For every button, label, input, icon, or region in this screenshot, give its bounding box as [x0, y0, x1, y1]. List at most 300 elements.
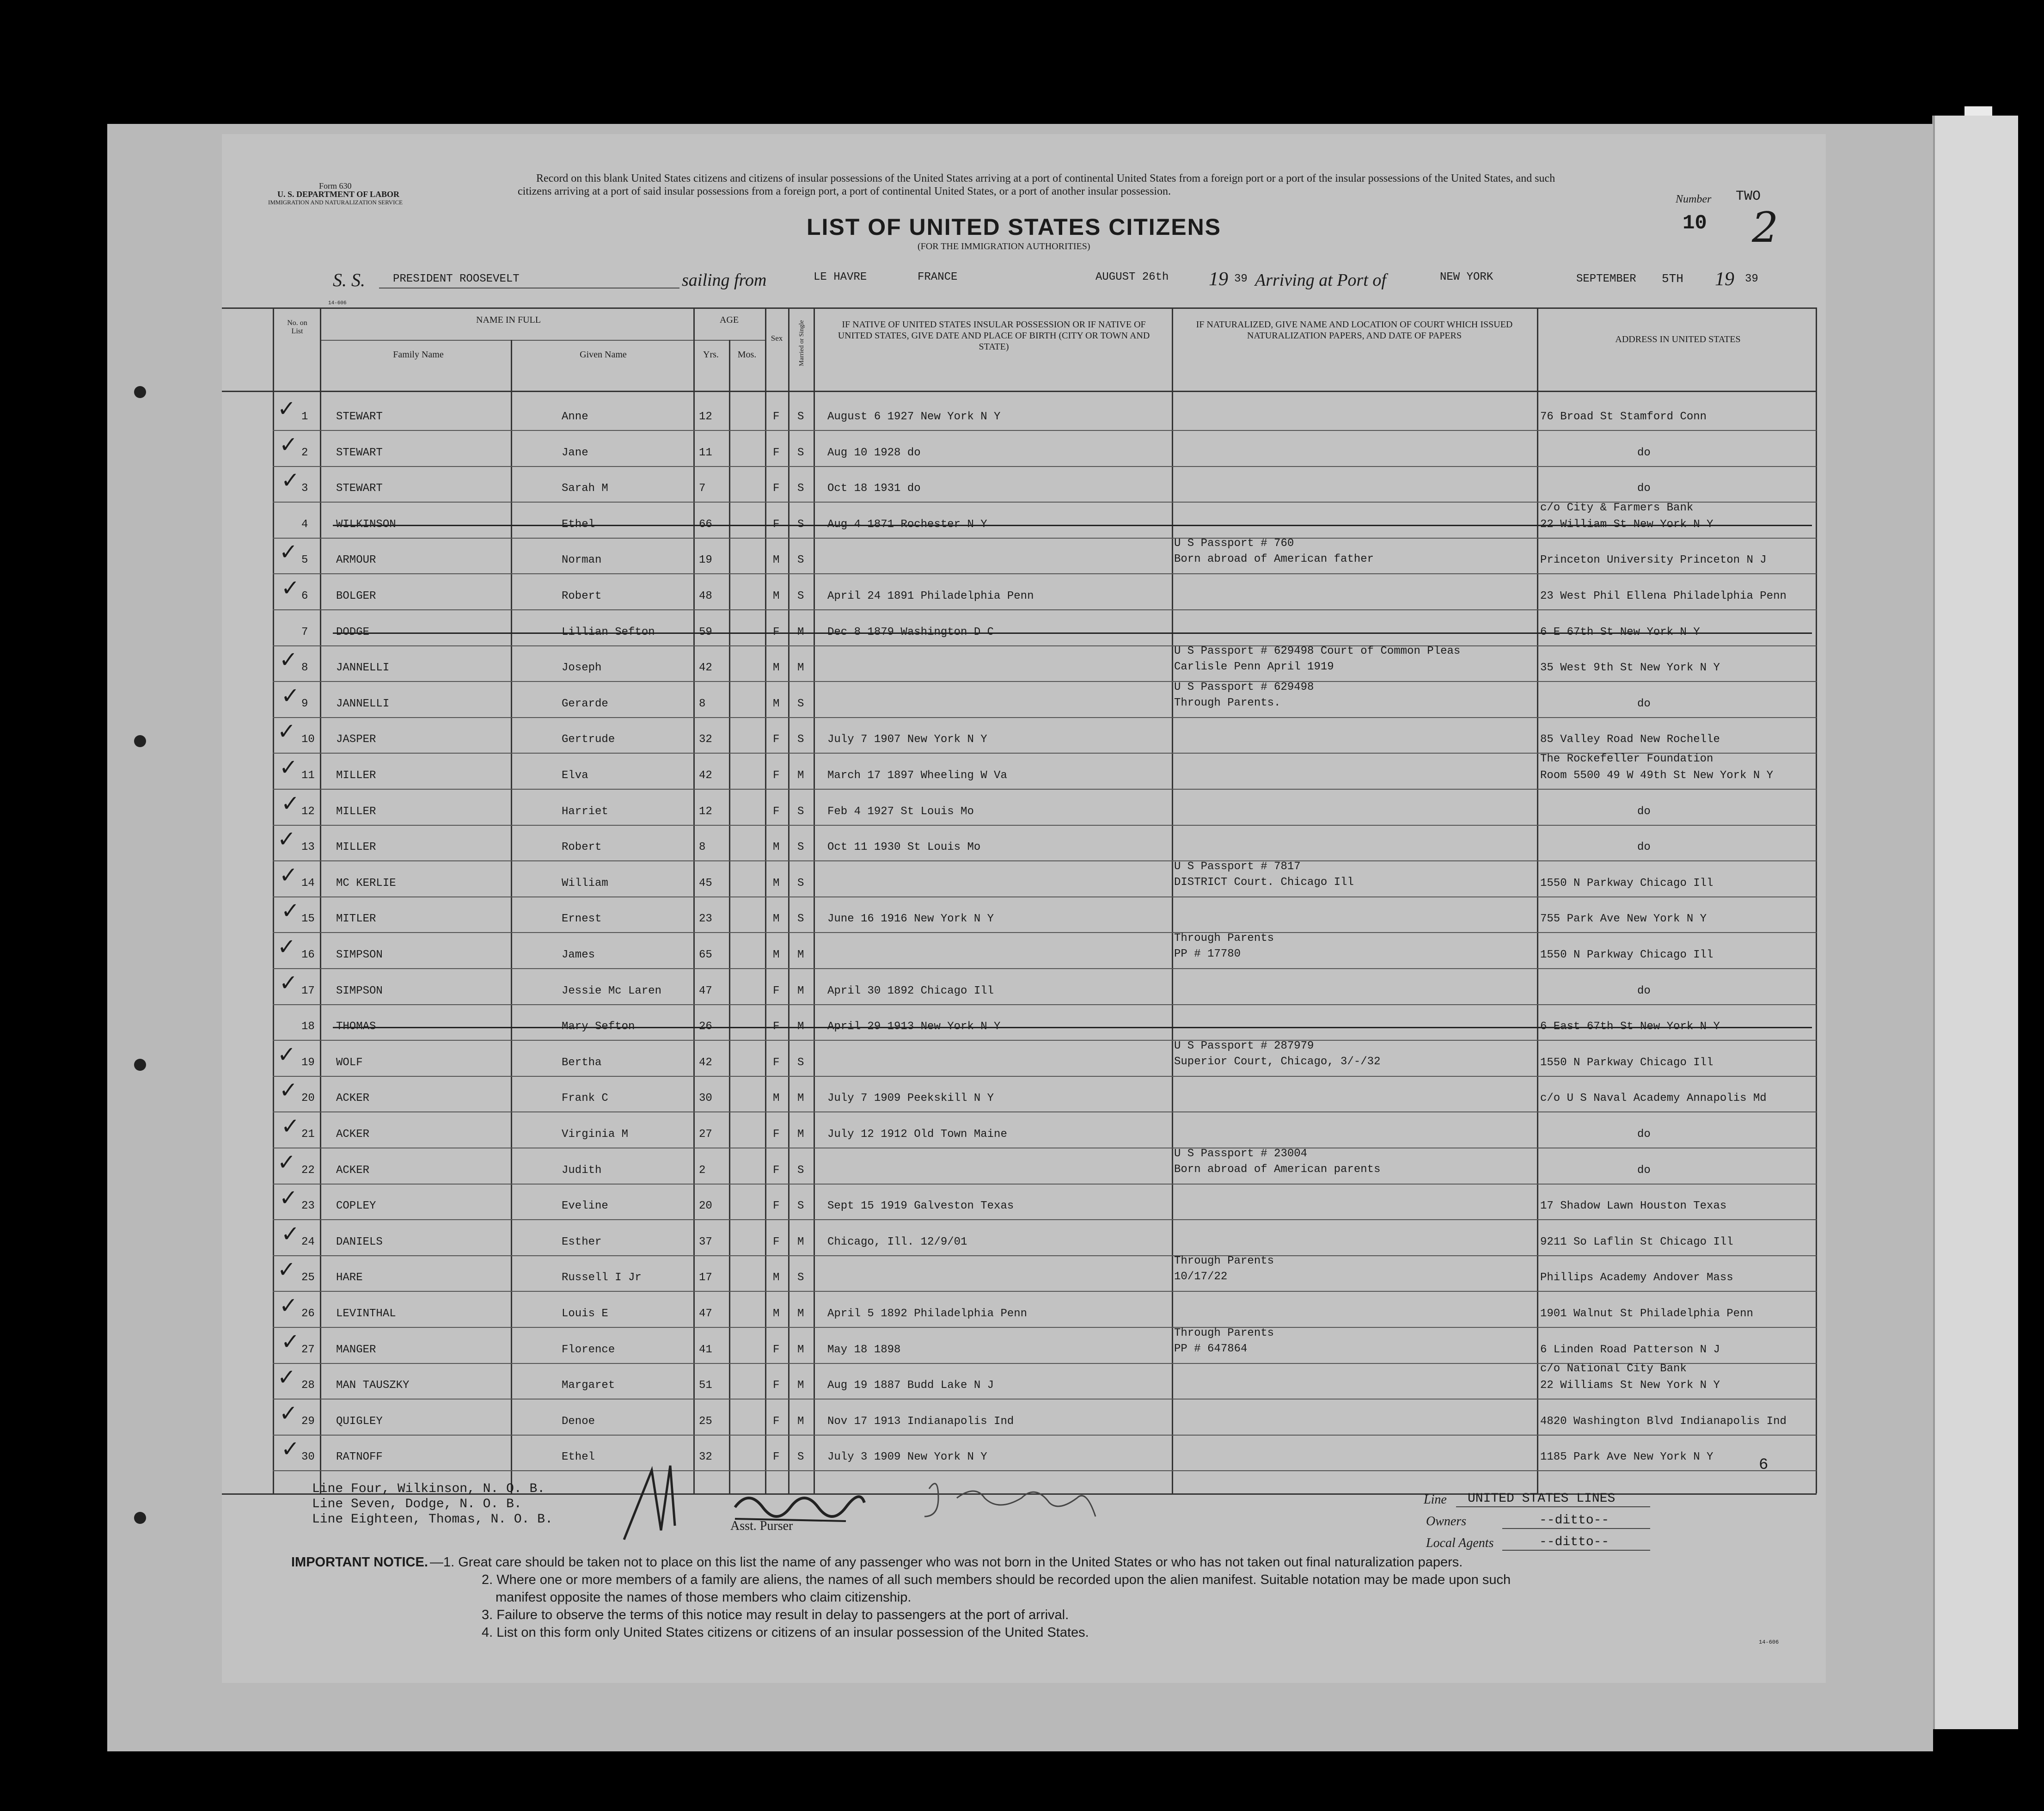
header-naturalized: IF NATURALIZED, GIVE NAME AND LOCATION OF COURT WHICH ISSUED NATURALIZATION PAPERS, AND DATE OF PAPERS: [1196, 319, 1513, 341]
check-mark-icon: ✓: [281, 898, 300, 924]
cell-family: SIMPSON: [336, 985, 383, 997]
agents-underline: [1502, 1550, 1650, 1551]
cell-sex: M: [773, 841, 780, 853]
cell-birth: April 24 1891 Philadelphia Penn: [827, 590, 1034, 602]
cell-sex: F: [773, 1451, 780, 1463]
cell-addr: 1550 N Parkway Chicago Ill: [1540, 949, 1714, 961]
header-address: ADDRESS IN UNITED STATES: [1615, 334, 1741, 344]
cell-addr: Phillips Academy Andover Mass: [1540, 1271, 1733, 1284]
cell-family: MITLER: [336, 913, 376, 925]
row-rule: [273, 573, 1817, 574]
cell-addr: c/o U S Naval Academy Annapolis Md: [1540, 1092, 1767, 1105]
check-mark-icon: ✓: [279, 1077, 298, 1103]
arrive-year-suffix: 39: [1745, 273, 1758, 285]
cell-age: 47: [699, 1308, 712, 1320]
cell-age: 51: [699, 1379, 712, 1392]
cell-addr2: c/o City & Farmers Bank: [1540, 502, 1694, 514]
cell-sex: M: [773, 1092, 780, 1105]
cell-addr: 1550 N Parkway Chicago Ill: [1540, 1056, 1714, 1069]
cell-family: COPLEY: [336, 1200, 376, 1212]
cell-addr: do: [1637, 447, 1651, 459]
cell-given: Florence: [562, 1344, 615, 1356]
cell-sex: F: [773, 1236, 780, 1248]
cell-no: 15: [301, 913, 315, 925]
cell-given: Judith: [562, 1164, 602, 1177]
cell-family: HARE: [336, 1271, 363, 1284]
cell-addr: 85 Valley Road New Rochelle: [1540, 733, 1720, 746]
cell-no: 24: [301, 1236, 315, 1248]
check-mark-icon: ✓: [281, 1329, 300, 1355]
cell-nat2: PP # 17780: [1174, 948, 1241, 960]
check-mark-icon: ✓: [277, 1257, 296, 1283]
page-title: LIST OF UNITED STATES CITIZENS: [807, 214, 1222, 240]
cell-sex: M: [773, 1308, 780, 1320]
check-mark-icon: ✓: [277, 718, 296, 744]
cell-nat2: 10/17/22: [1174, 1271, 1228, 1283]
cell-ms: S: [797, 733, 804, 746]
table-header-border: [222, 391, 1817, 392]
cell-family: LEVINTHAL: [336, 1308, 396, 1320]
purser-signature: [606, 1456, 1137, 1553]
cell-no: 13: [301, 841, 315, 853]
cell-nat2: Born abroad of American father: [1174, 553, 1374, 565]
cell-sex: M: [773, 698, 780, 710]
row-rule: [273, 932, 1817, 933]
cell-age: 30: [699, 1092, 712, 1105]
check-mark-icon: ✓: [281, 791, 300, 816]
notice-item-2a: 2. Where one or more members of a family are aliens, the names of all such members should be recorded upon the alien manifest. Suitable notation may be made upon such: [482, 1572, 1511, 1587]
cell-birth: August 6 1927 New York N Y: [827, 411, 1001, 423]
cell-no: 23: [301, 1200, 315, 1212]
notice-item-3: 3. Failure to observe the terms of this notice may result in delay to passengers at the port of arrival.: [482, 1608, 1069, 1622]
cell-no: 19: [301, 1056, 315, 1069]
col-divider: [814, 307, 815, 1493]
cell-birth: July 3 1909 New York N Y: [827, 1451, 987, 1463]
row-rule: [273, 789, 1817, 790]
cell-ms: S: [797, 805, 804, 818]
cell-sex: M: [773, 554, 780, 566]
cell-sex: F: [773, 1379, 780, 1392]
cell-nat: Through Parents: [1174, 932, 1274, 945]
cell-family: MC KERLIE: [336, 877, 396, 890]
cell-given: Jessie Mc Laren: [562, 985, 662, 997]
notice-item-2b: manifest opposite the names of those members who claim citizenship.: [496, 1590, 912, 1605]
cell-no: 22: [301, 1164, 315, 1177]
cell-ms: S: [797, 913, 804, 925]
header-age: AGE: [719, 315, 739, 325]
row-rule: [273, 681, 1817, 682]
cell-ms: M: [797, 1236, 804, 1248]
check-mark-icon: ✓: [277, 1042, 296, 1068]
cell-birth: Aug 10 1928 do: [827, 447, 921, 459]
number-hand-1: 10: [1683, 212, 1707, 235]
cell-family: ACKER: [336, 1128, 370, 1141]
check-mark-icon: ✓: [279, 970, 298, 996]
cell-sex: F: [773, 985, 780, 997]
arrive-day: 5TH: [1662, 272, 1683, 286]
cell-given: Gerarde: [562, 698, 608, 710]
agents-value: --ditto--: [1539, 1535, 1609, 1549]
cell-sex: F: [773, 733, 780, 746]
footer-note-2: Line Seven, Dodge, N. O. B.: [312, 1497, 522, 1511]
check-mark-icon: ✓: [279, 862, 298, 888]
cell-family: STEWART: [336, 482, 383, 495]
cell-addr: do: [1637, 985, 1651, 997]
arrive-year-prefix: 19: [1715, 269, 1734, 290]
cell-age: 27: [699, 1128, 712, 1141]
header-name-in-full: NAME IN FULL: [476, 315, 541, 325]
cell-family: JASPER: [336, 733, 376, 746]
row-rule: [273, 825, 1817, 826]
row-rule: [273, 1076, 1817, 1077]
binder-hole: [134, 1059, 146, 1071]
header-given-name: Given Name: [580, 350, 627, 360]
footer-note-1: Line Four, Wilkinson, N. O. B.: [312, 1482, 545, 1496]
cell-nat2: Born abroad of American parents: [1174, 1163, 1381, 1176]
cell-addr: Princeton University Princeton N J: [1540, 554, 1767, 566]
cell-no: 8: [301, 662, 308, 674]
cell-given: Sarah M: [562, 482, 608, 495]
col-divider: [1537, 307, 1538, 1493]
cell-ms: M: [797, 1092, 804, 1105]
cell-birth: Feb 4 1927 St Louis Mo: [827, 805, 974, 818]
cell-ms: M: [797, 1308, 804, 1320]
cell-nat: U S Passport # 7817: [1174, 860, 1301, 873]
cell-family: ACKER: [336, 1164, 370, 1177]
check-mark-icon: ✓: [279, 539, 298, 565]
form-number: Form 630: [319, 181, 352, 190]
owners-underline: [1502, 1528, 1650, 1529]
cell-ms: S: [797, 841, 804, 853]
cell-birth: Aug 19 1887 Budd Lake N J: [827, 1379, 994, 1392]
cell-birth: May 18 1898: [827, 1344, 901, 1356]
cell-given: Harriet: [562, 805, 608, 818]
cell-no: 4: [301, 518, 308, 531]
number-label: Number: [1676, 193, 1712, 205]
cell-addr: 23 West Phil Ellena Philadelphia Penn: [1540, 590, 1787, 602]
cell-family: ARMOUR: [336, 554, 376, 566]
cell-ms: M: [797, 1344, 804, 1356]
cell-addr: do: [1637, 805, 1651, 818]
cell-given: Elva: [562, 769, 588, 782]
cell-sex: F: [773, 1128, 780, 1141]
cell-nat2: Through Parents.: [1174, 697, 1281, 709]
cell-no: 25: [301, 1271, 315, 1284]
row-rule: [273, 1255, 1817, 1256]
purser-label: Asst. Purser: [730, 1519, 793, 1533]
cell-no: 28: [301, 1379, 315, 1392]
cell-family: JANNELLI: [336, 662, 390, 674]
cell-given: Russell I Jr: [562, 1271, 642, 1284]
cell-given: Eveline: [562, 1200, 608, 1212]
name-header-rule: [321, 340, 693, 341]
cell-age: 45: [699, 877, 712, 890]
header-married: Married or Single: [798, 320, 805, 366]
cell-given: Joseph: [562, 662, 602, 674]
cell-given: Bertha: [562, 1056, 602, 1069]
cell-age: 17: [699, 1271, 712, 1284]
cell-sex: F: [773, 805, 780, 818]
cell-birth: July 7 1907 New York N Y: [827, 733, 987, 746]
ship-underline: [379, 288, 679, 289]
cell-nat: U S Passport # 23004: [1174, 1148, 1308, 1160]
row-rule: [273, 1327, 1817, 1328]
cell-nat: U S Passport # 760: [1174, 537, 1294, 550]
cell-ms: S: [797, 1056, 804, 1069]
check-mark-icon: ✓: [279, 1185, 298, 1211]
cell-family: MILLER: [336, 841, 376, 853]
cell-ms: M: [797, 1415, 804, 1428]
cell-addr: do: [1637, 1164, 1651, 1177]
check-mark-icon: ✓: [277, 826, 296, 852]
cell-nat2: Carlisle Penn April 1919: [1174, 661, 1334, 673]
cell-age: 8: [699, 698, 706, 710]
port-to: NEW YORK: [1440, 271, 1493, 283]
cell-nat2: PP # 647864: [1174, 1343, 1248, 1355]
check-mark-icon: ✓: [281, 1436, 300, 1462]
cell-given: Robert: [562, 590, 602, 602]
row-rule: [273, 538, 1817, 539]
cell-given: Denoe: [562, 1415, 595, 1428]
col-divider: [693, 307, 695, 1493]
strike-through-line: [333, 632, 1812, 634]
cell-ms: M: [797, 1379, 804, 1392]
cell-given: Robert: [562, 841, 602, 853]
cell-family: MILLER: [336, 805, 376, 818]
cell-addr: 22 Williams St New York N Y: [1540, 1379, 1720, 1392]
cell-sex: M: [773, 913, 780, 925]
cell-sex: M: [773, 949, 780, 961]
cell-birth: April 5 1892 Philadelphia Penn: [827, 1308, 1028, 1320]
row-rule: [273, 1184, 1817, 1185]
col-divider: [1816, 307, 1817, 1493]
row-rule: [273, 1219, 1817, 1220]
check-mark-icon: ✓: [277, 1149, 296, 1175]
cell-given: Gertrude: [562, 733, 615, 746]
header-yrs: Yrs.: [703, 350, 719, 360]
check-mark-icon: ✓: [277, 396, 296, 422]
strike-through-line: [333, 1027, 1812, 1028]
bottom-form-code: 14-606: [1759, 1639, 1779, 1645]
owners-label: Owners: [1426, 1514, 1467, 1529]
row-rule: [273, 1004, 1817, 1005]
cell-no: 5: [301, 554, 308, 566]
page-subtitle: (FOR THE IMMIGRATION AUTHORITIES): [918, 241, 1090, 252]
row-rule: [273, 609, 1817, 610]
cell-addr2: c/o National City Bank: [1540, 1363, 1687, 1375]
department: U. S. DEPARTMENT OF LABOR: [277, 190, 400, 199]
check-mark-icon: ✓: [281, 575, 300, 601]
form-code: 14-606: [328, 301, 347, 306]
cell-family: MILLER: [336, 769, 376, 782]
check-mark-icon: ✓: [281, 467, 300, 493]
row-rule: [273, 645, 1817, 646]
col-divider: [1172, 307, 1173, 1493]
cell-addr: do: [1637, 698, 1651, 710]
number-value: TWO: [1736, 189, 1761, 204]
cell-given: Frank C: [562, 1092, 608, 1105]
header-family-name: Family Name: [393, 350, 444, 360]
cell-family: JANNELLI: [336, 698, 390, 710]
check-mark-icon: ✓: [279, 432, 298, 458]
cell-ms: S: [797, 698, 804, 710]
cell-birth: July 7 1909 Peekskill N Y: [827, 1092, 994, 1105]
cell-addr: 17 Shadow Lawn Houston Texas: [1540, 1200, 1727, 1212]
cell-birth: Chicago, Ill. 12/9/01: [827, 1236, 967, 1248]
cell-given: Ethel: [562, 1451, 595, 1463]
binder-hole: [134, 735, 146, 747]
cell-birth: Nov 17 1913 Indianapolis Ind: [827, 1415, 1014, 1428]
cell-no: 1: [301, 411, 308, 423]
cell-no: 18: [301, 1020, 315, 1033]
cell-age: 47: [699, 985, 712, 997]
cell-no: 14: [301, 877, 315, 890]
cell-ms: S: [797, 554, 804, 566]
cell-sex: F: [773, 1200, 780, 1212]
cell-age: 8: [699, 841, 706, 853]
header-no: No. on List: [287, 319, 307, 335]
col-divider: [320, 307, 321, 1493]
cell-no: 9: [301, 698, 308, 710]
binder-hole: [134, 386, 146, 398]
cell-addr: 755 Park Ave New York N Y: [1540, 913, 1707, 925]
cell-no: 26: [301, 1308, 315, 1320]
row-rule: [273, 1040, 1817, 1041]
cell-family: RATNOFF: [336, 1451, 383, 1463]
cell-sex: F: [773, 1344, 780, 1356]
cell-family: MANGER: [336, 1344, 376, 1356]
cell-addr: do: [1637, 841, 1651, 853]
check-mark-icon: ✓: [279, 647, 298, 673]
cell-sex: F: [773, 1164, 780, 1177]
cell-no: 7: [301, 626, 308, 638]
cell-given: Ernest: [562, 913, 602, 925]
cell-age: 42: [699, 662, 712, 674]
ss-label: S. S.: [333, 270, 365, 290]
cell-sex: M: [773, 877, 780, 890]
instruction-text: Record on this blank United States citizens and citizens of insular possessions of the United States arriving at a port of continental United States from a foreign port or a port of the insular possessions of the United States, and such citizens arriving at a port of said insular possessions from a foreign port, a port of continental United States, or a port of another insular possession.: [518, 172, 1555, 197]
cell-given: Margaret: [562, 1379, 615, 1392]
cell-ms: S: [797, 411, 804, 423]
table-top-border: [222, 307, 1817, 309]
row-rule: [273, 1435, 1817, 1436]
col-divider: [729, 340, 730, 1493]
cell-age: 23: [699, 913, 712, 925]
cell-birth: April 30 1892 Chicago Ill: [827, 985, 994, 997]
cell-nat: Through Parents: [1174, 1255, 1274, 1267]
cell-family: ACKER: [336, 1092, 370, 1105]
cell-given: Jane: [562, 447, 588, 459]
row-rule: [273, 1399, 1817, 1400]
strike-through-line: [333, 525, 1812, 526]
check-mark-icon: ✓: [281, 1221, 300, 1247]
cell-family: QUIGLEY: [336, 1415, 383, 1428]
footer-note-3: Line Eighteen, Thomas, N. O. B.: [312, 1512, 553, 1527]
row-rule: [273, 1291, 1817, 1292]
cell-given: Louis E: [562, 1308, 608, 1320]
cell-birth: Oct 18 1931 do: [827, 482, 921, 495]
row-rule: [273, 430, 1817, 431]
cell-family: BOLGER: [336, 590, 376, 602]
depart-date: AUGUST 26th: [1095, 271, 1169, 283]
cell-family: MAN TAUSZKY: [336, 1379, 410, 1392]
cell-ms: S: [797, 1200, 804, 1212]
col-divider: [765, 307, 766, 1493]
cell-birth: June 16 1916 New York N Y: [827, 913, 994, 925]
cell-age: 12: [699, 411, 712, 423]
cell-age: 7: [699, 482, 706, 495]
cell-age: 42: [699, 1056, 712, 1069]
cell-no: 17: [301, 985, 315, 997]
cell-no: 30: [301, 1451, 315, 1463]
cell-family: STEWART: [336, 411, 383, 423]
cell-nat: U S Passport # 629498 Court of Common Pleas: [1174, 645, 1461, 657]
arrive-month: SEPTEMBER: [1576, 273, 1636, 285]
cell-family: DANIELS: [336, 1236, 383, 1248]
ship-name: PRESIDENT ROOSEVELT: [393, 273, 520, 285]
binder-hole: [134, 1512, 146, 1524]
cell-ms: S: [797, 447, 804, 459]
cell-addr: do: [1637, 1128, 1651, 1141]
col-divider: [788, 307, 789, 1493]
check-mark-icon: ✓: [279, 755, 298, 780]
cell-age: 37: [699, 1236, 712, 1248]
header-birth: IF NATIVE OF UNITED STATES INSULAR POSSESSION OR IF NATIVE OF UNITED STATES, GIVE DATE AND PLACE OF BIRTH (CITY OR TOWN AND STATE): [838, 319, 1150, 352]
cell-age: 19: [699, 554, 712, 566]
cell-addr: 4820 Washington Blvd Indianapolis Ind: [1540, 1415, 1787, 1428]
header-mos: Mos.: [737, 350, 757, 360]
cell-nat: Through Parents: [1174, 1327, 1274, 1339]
cell-age: 32: [699, 733, 712, 746]
row-rule: [273, 466, 1817, 467]
cell-age: 65: [699, 949, 712, 961]
cell-no: 10: [301, 733, 315, 746]
check-mark-icon: ✓: [279, 1400, 298, 1426]
cell-ms: M: [797, 769, 804, 782]
cell-addr: do: [1637, 482, 1651, 495]
page-mark: 6: [1759, 1456, 1769, 1474]
cell-nat: U S Passport # 629498: [1174, 681, 1314, 694]
check-mark-icon: ✓: [281, 1113, 300, 1139]
cell-given: Norman: [562, 554, 602, 566]
line-label: Line: [1424, 1492, 1447, 1507]
row-rule: [273, 1111, 1817, 1112]
notice-heading: IMPORTANT NOTICE.: [291, 1555, 428, 1570]
cell-ms: M: [797, 662, 804, 674]
cell-ms: M: [797, 985, 804, 997]
cell-age: 20: [699, 1200, 712, 1212]
cell-nat2: DISTRICT Court. Chicago Ill: [1174, 876, 1354, 889]
country-from: FRANCE: [918, 271, 958, 283]
row-rule: [273, 860, 1817, 861]
cell-sex: F: [773, 411, 780, 423]
cell-ms: M: [797, 1128, 804, 1141]
cell-family: WOLF: [336, 1056, 363, 1069]
cell-family: STEWART: [336, 447, 383, 459]
check-mark-icon: ✓: [281, 683, 300, 709]
cell-age: 41: [699, 1344, 712, 1356]
cell-addr: 1185 Park Ave New York N Y: [1540, 1451, 1714, 1463]
cell-sex: F: [773, 1415, 780, 1428]
cell-nat2: Superior Court, Chicago, 3/-/32: [1174, 1056, 1381, 1068]
cell-ms: S: [797, 590, 804, 602]
check-mark-icon: ✓: [277, 1364, 296, 1390]
cell-addr: 76 Broad St Stamford Conn: [1540, 411, 1707, 423]
cell-no: 27: [301, 1344, 315, 1356]
cell-birth: Sept 15 1919 Galveston Texas: [827, 1200, 1014, 1212]
sailing-label: sailing from: [682, 270, 767, 290]
cell-family: SIMPSON: [336, 949, 383, 961]
